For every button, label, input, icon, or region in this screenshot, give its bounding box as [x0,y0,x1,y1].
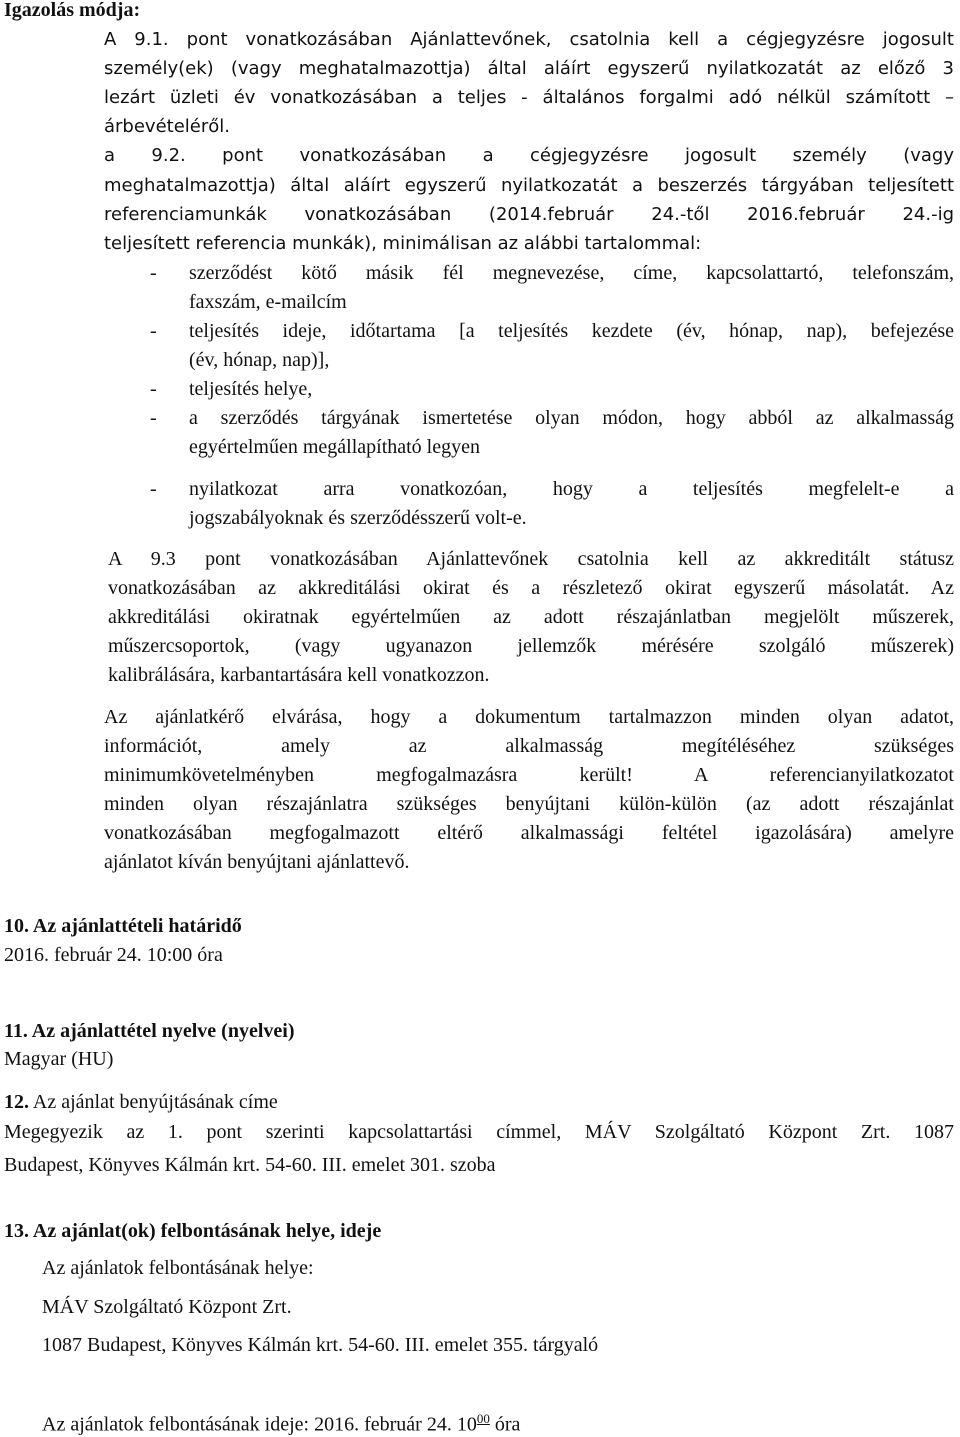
p-elvaras-line-2: információt, amely az alkalmasság megítéléséhez szükséges [104,735,954,757]
section-10-value: 2016. február 24. 10:00 óra [4,944,223,966]
p93-line-2: vonatkozásában az akkreditálási okirat és a részletező okirat egyszerű másolatát. Az [108,577,954,599]
p-elvaras-line-6: ajánlatot kíván benyújtani ajánlattevő. [104,851,410,873]
bullet-4-line-2: egyértelműen megállapítható legyen [189,436,480,458]
p92-line-4: teljesített referencia munkák), minimálisan az alábbi tartalommal: [104,233,702,254]
bullet-dash: - [150,320,157,342]
heading-igazolas: Igazolás módja: [4,0,141,21]
bullet-3-line-1: teljesítés helye, [189,378,313,400]
section-11-title: 11. Az ajánlattétel nyelve (nyelvei) [4,1020,295,1042]
opening-time [42,1407,520,1437]
bullet-5-line-2: jogszabályoknak és szerződésszerű volt-e. [189,507,527,529]
bullet-dash: - [150,378,157,400]
p-elvaras-line-5: vonatkozásában megfogalmazott eltérő alkalmassági feltétel igazolására) amelyre [104,822,954,844]
section-11-value: Magyar (HU) [4,1048,114,1070]
p92-line-3: referenciamunkák vonatkozásában (2014.február 24.-től 2016.február 24.-ig [104,204,954,225]
p92-line-1: a 9.2. pont vonatkozásában a cégjegyzésre jogosult személy (vagy [104,145,954,166]
bullet-dash: - [150,262,157,284]
p91-line-2: személy(ek) (vagy meghatalmazottja) által aláírt egyszerű nyilatkozatát az előző 3 [104,58,954,79]
p-elvaras-line-1: Az ajánlatkérő elvárása, hogy a dokumentum tartalmazzon minden olyan adatot, [104,706,954,728]
p93-line-1: A 9.3 pont vonatkozásában Ajánlattevőnek csatolnia kell az akkreditált státusz [108,548,954,570]
opening-address: 1087 Budapest, Könyves Kálmán krt. 54-60. III. emelet 355. tárgyaló [42,1334,599,1356]
bullet-dash: - [150,478,157,500]
p93-line-3: akkreditálási okiratnak egyértelműen az adott részajánlatban megjelölt műszerek, [108,606,954,628]
opening-time-suffix: óra [494,1413,521,1436]
p91-line-4: árbevételéről. [104,116,230,137]
p93-line-4: műszercsoportok, (vagy ugyanazon jellemzők mérésére szolgáló műszerek) [108,635,954,657]
bullet-dash: - [150,407,157,429]
bullet-1-line-1: szerződést kötő másik fél megnevezése, címe, kapcsolattartó, telefonszám, [189,262,954,284]
section-12-number: 12. [4,1091,29,1113]
bullet-5-line-1: nyilatkozat arra vonatkozóan, hogy a teljesítés megfelelt-e a [189,478,954,500]
section-10-title: 10. Az ajánlattételi határidő [4,915,242,937]
opening-time-minutes: 00 [476,1411,490,1426]
p92-line-2: meghatalmazottja) által aláírt egyszerű nyilatkozatát a beszerzés tárgyában teljesített [104,175,954,196]
bullet-1-line-2: faxszám, e-mailcím [189,291,347,313]
p91-line-1: A 9.1. pont vonatkozásában Ajánlattevőnek, csatolnia kell a cégjegyzésre jogosult [104,29,954,50]
bullet-4-line-1: a szerződés tárgyának ismertetése olyan módon, hogy abból az alkalmasság [189,407,954,429]
section-12-line-1: Megegyezik az 1. pont szerinti kapcsolattartási címmel, MÁV Szolgáltató Központ Zrt. 1087 [4,1121,954,1143]
p93-line-5: kalibrálására, karbantartására kell vonatkozzon. [108,664,490,686]
opening-place-label: Az ajánlatok felbontásának helye: [42,1257,314,1279]
opening-org: MÁV Szolgáltató Központ Zrt. [42,1296,292,1318]
p91-line-3: lezárt üzleti év vonatkozásában a teljes - általános forgalmi adó nélkül számított – [104,87,954,108]
section-12-line-2: Budapest, Könyves Kálmán krt. 54-60. III. emelet 301. szoba [4,1154,496,1176]
opening-time-prefix: Az ajánlatok felbontásának ideje: 2016. február 24. 10 [42,1413,477,1436]
section-12-heading [4,1090,278,1114]
bullet-2-line-1: teljesítés ideje, időtartama [a teljesítés kezdete (év, hónap, nap), befejezése [189,320,954,342]
bullet-2-line-2: (év, hónap, nap)], [189,349,330,371]
p-elvaras-line-4: minden olyan részajánlatra szükséges benyújtani külön-külön (az adott részajánlat [104,793,954,815]
p-elvaras-line-3: minimumkövetelményben megfogalmazásra került! A referencianyilatkozatot [104,764,954,786]
section-13-title: 13. Az ajánlat(ok) felbontásának helye, ideje [4,1220,382,1242]
section-12-title: Az ajánlat benyújtásának címe [32,1091,278,1113]
